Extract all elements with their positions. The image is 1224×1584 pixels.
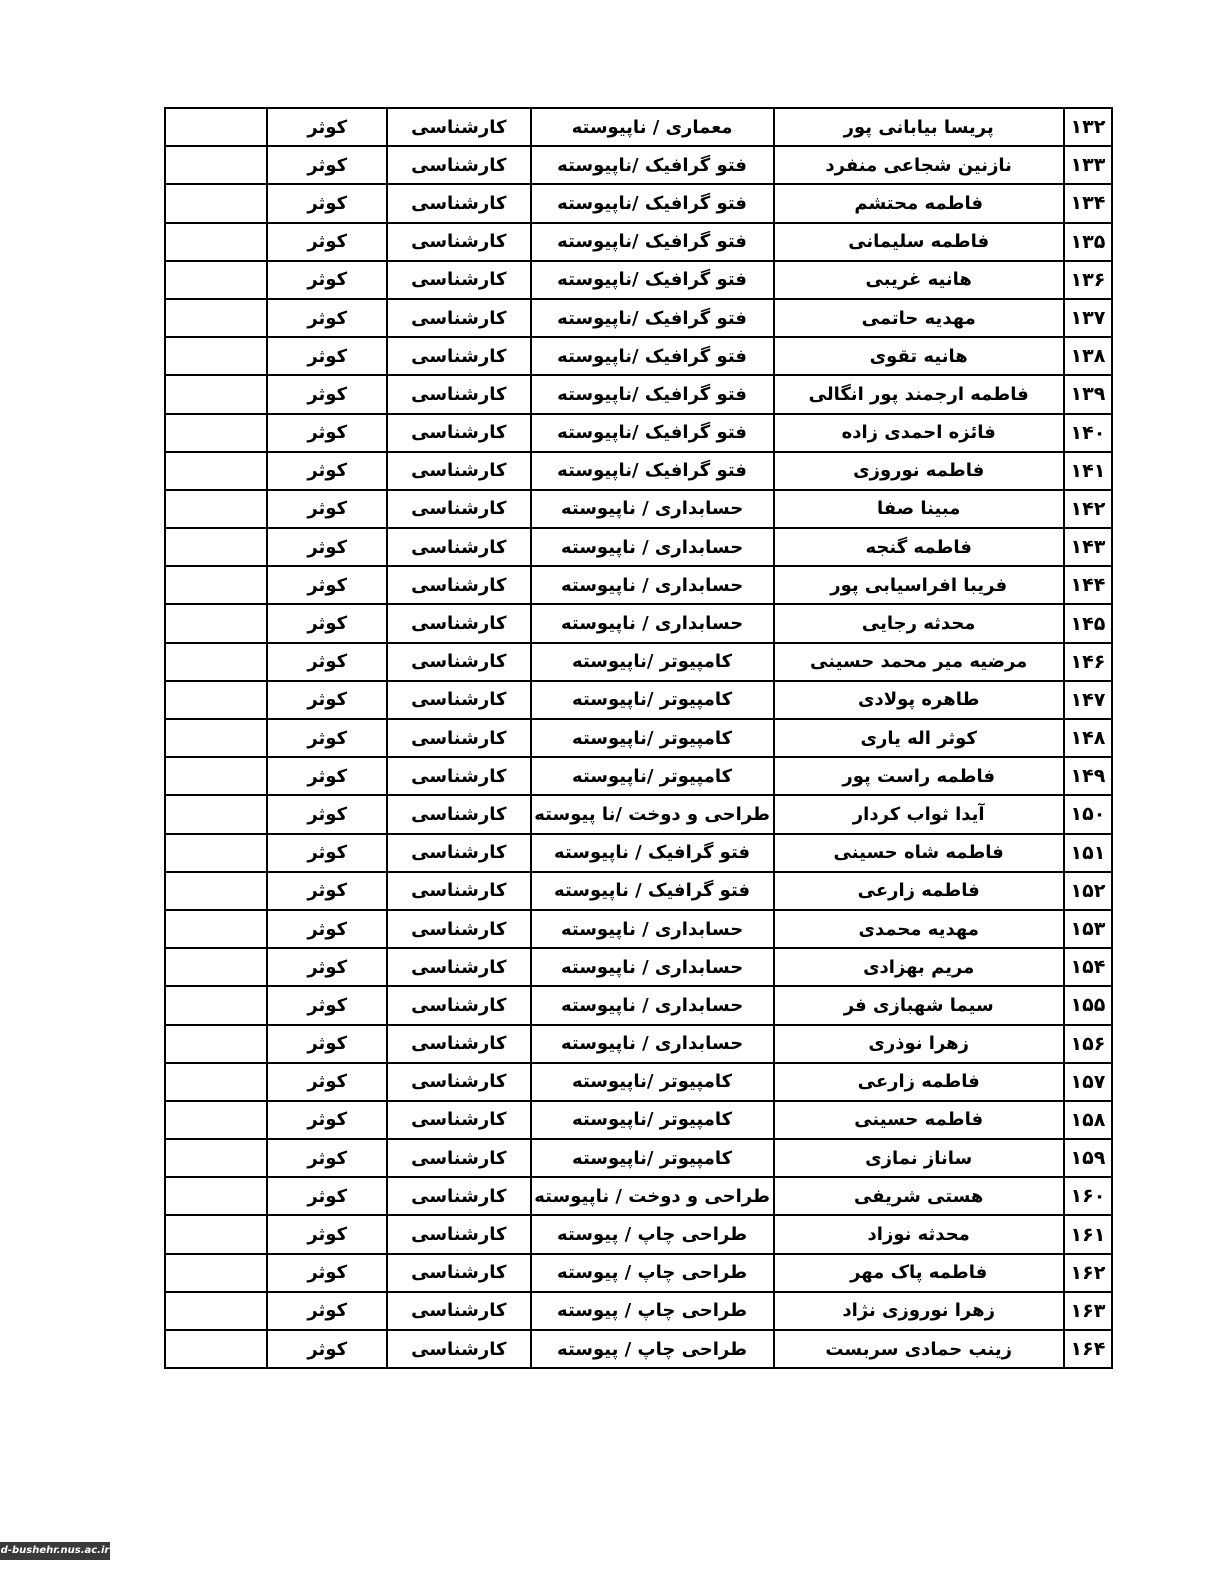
table-row: [165, 337, 1112, 375]
degree-level-cell: کارشناسی: [387, 261, 531, 299]
student-name-cell: هانیه تقوی: [774, 337, 1064, 375]
degree-level-cell: کارشناسی: [387, 528, 531, 566]
row-number-cell: ۱۴۰: [1064, 414, 1112, 452]
field-of-study-cell: معماری / ناپیوسته: [531, 108, 774, 146]
row-number-cell: ۱۳۷: [1064, 299, 1112, 337]
table-row: [165, 604, 1112, 642]
degree-level-cell: کارشناسی: [387, 146, 531, 184]
notes-cell: [165, 184, 267, 222]
table-row: [165, 184, 1112, 222]
table-row: [165, 757, 1112, 795]
student-name-cell: فاطمه محتشم: [774, 184, 1064, 222]
notes-cell: [165, 1101, 267, 1139]
campus-cell: کوثر: [267, 986, 387, 1024]
table-row: [165, 1063, 1112, 1101]
student-list-table: [164, 107, 1113, 1369]
degree-level-cell: کارشناسی: [387, 910, 531, 948]
degree-level-cell: کارشناسی: [387, 375, 531, 413]
notes-cell: [165, 375, 267, 413]
field-of-study-cell: فتو گرافیک /ناپیوسته: [531, 299, 774, 337]
degree-level-cell: کارشناسی: [387, 681, 531, 719]
field-of-study-cell: فتو گرافیک / ناپیوسته: [531, 872, 774, 910]
campus-cell: کوثر: [267, 1025, 387, 1063]
campus-cell: کوثر: [267, 643, 387, 681]
row-number-cell: ۱۳۲: [1064, 108, 1112, 146]
notes-cell: [165, 108, 267, 146]
notes-cell: [165, 299, 267, 337]
degree-level-cell: کارشناسی: [387, 643, 531, 681]
degree-level-cell: کارشناسی: [387, 604, 531, 642]
row-number-cell: ۱۴۳: [1064, 528, 1112, 566]
notes-cell: [165, 452, 267, 490]
table-row: [165, 108, 1112, 146]
field-of-study-cell: حسابداری / ناپیوسته: [531, 566, 774, 604]
degree-level-cell: کارشناسی: [387, 452, 531, 490]
degree-level-cell: کارشناسی: [387, 1254, 531, 1292]
campus-cell: کوثر: [267, 184, 387, 222]
campus-cell: کوثر: [267, 1292, 387, 1330]
degree-level-cell: کارشناسی: [387, 719, 531, 757]
row-number-cell: ۱۶۴: [1064, 1330, 1112, 1368]
student-name-cell: هستی شریفی: [774, 1177, 1064, 1215]
table-row: [165, 795, 1112, 833]
campus-cell: کوثر: [267, 834, 387, 872]
campus-cell: کوثر: [267, 1254, 387, 1292]
field-of-study-cell: کامپیوتر /ناپیوسته: [531, 719, 774, 757]
student-name-cell: طاهره پولادی: [774, 681, 1064, 719]
field-of-study-cell: فتو گرافیک /ناپیوسته: [531, 184, 774, 222]
table-row: [165, 1101, 1112, 1139]
table-row: [165, 490, 1112, 528]
student-name-cell: فاطمه ارجمند پور انگالی: [774, 375, 1064, 413]
notes-cell: [165, 490, 267, 528]
campus-cell: کوثر: [267, 337, 387, 375]
student-name-cell: فاطمه شاه حسینی: [774, 834, 1064, 872]
row-number-cell: ۱۵۸: [1064, 1101, 1112, 1139]
row-number-cell: ۱۴۸: [1064, 719, 1112, 757]
field-of-study-cell: فتو گرافیک /ناپیوسته: [531, 375, 774, 413]
student-name-cell: فاطمه سلیمانی: [774, 223, 1064, 261]
campus-cell: کوثر: [267, 604, 387, 642]
notes-cell: [165, 757, 267, 795]
table-row: [165, 1254, 1112, 1292]
row-number-cell: ۱۶۰: [1064, 1177, 1112, 1215]
student-name-cell: فاطمه گنجه: [774, 528, 1064, 566]
field-of-study-cell: حسابداری / ناپیوسته: [531, 986, 774, 1024]
campus-cell: کوثر: [267, 795, 387, 833]
field-of-study-cell: کامپیوتر /ناپیوسته: [531, 1101, 774, 1139]
campus-cell: کوثر: [267, 528, 387, 566]
field-of-study-cell: حسابداری / ناپیوسته: [531, 604, 774, 642]
student-name-cell: فاطمه پاک مهر: [774, 1254, 1064, 1292]
row-number-cell: ۱۴۶: [1064, 643, 1112, 681]
row-number-cell: ۱۴۲: [1064, 490, 1112, 528]
row-number-cell: ۱۳۵: [1064, 223, 1112, 261]
degree-level-cell: کارشناسی: [387, 757, 531, 795]
field-of-study-cell: فتو گرافیک /ناپیوسته: [531, 452, 774, 490]
notes-cell: [165, 1330, 267, 1368]
table-row: [165, 1139, 1112, 1177]
student-name-cell: محدثه رجایی: [774, 604, 1064, 642]
notes-cell: [165, 872, 267, 910]
notes-cell: [165, 1063, 267, 1101]
student-name-cell: زینب حمادی سربست: [774, 1330, 1064, 1368]
student-name-cell: نازنین شجاعی منفرد: [774, 146, 1064, 184]
notes-cell: [165, 528, 267, 566]
degree-level-cell: کارشناسی: [387, 299, 531, 337]
degree-level-cell: کارشناسی: [387, 566, 531, 604]
table-row: [165, 681, 1112, 719]
field-of-study-cell: طراحی چاپ / پیوسته: [531, 1292, 774, 1330]
notes-cell: [165, 1215, 267, 1253]
row-number-cell: ۱۵۶: [1064, 1025, 1112, 1063]
table-row: [165, 452, 1112, 490]
field-of-study-cell: فتو گرافیک / ناپیوسته: [531, 834, 774, 872]
campus-cell: کوثر: [267, 681, 387, 719]
campus-cell: کوثر: [267, 566, 387, 604]
row-number-cell: ۱۴۷: [1064, 681, 1112, 719]
student-name-cell: فاطمه زارعی: [774, 1063, 1064, 1101]
degree-level-cell: کارشناسی: [387, 1139, 531, 1177]
field-of-study-cell: کامپیوتر /ناپیوسته: [531, 1139, 774, 1177]
notes-cell: [165, 681, 267, 719]
row-number-cell: ۱۳۴: [1064, 184, 1112, 222]
campus-cell: کوثر: [267, 299, 387, 337]
degree-level-cell: کارشناسی: [387, 337, 531, 375]
row-number-cell: ۱۵۰: [1064, 795, 1112, 833]
degree-level-cell: کارشناسی: [387, 223, 531, 261]
notes-cell: [165, 146, 267, 184]
table-row: [165, 223, 1112, 261]
student-name-cell: مهدیه محمدی: [774, 910, 1064, 948]
row-number-cell: ۱۴۱: [1064, 452, 1112, 490]
field-of-study-cell: کامپیوتر /ناپیوسته: [531, 757, 774, 795]
notes-cell: [165, 414, 267, 452]
field-of-study-cell: طراحی چاپ / پیوسته: [531, 1215, 774, 1253]
notes-cell: [165, 986, 267, 1024]
campus-cell: کوثر: [267, 490, 387, 528]
field-of-study-cell: فتو گرافیک /ناپیوسته: [531, 146, 774, 184]
row-number-cell: ۱۳۳: [1064, 146, 1112, 184]
campus-cell: کوثر: [267, 261, 387, 299]
campus-cell: کوثر: [267, 1101, 387, 1139]
notes-cell: [165, 910, 267, 948]
degree-level-cell: کارشناسی: [387, 1330, 531, 1368]
degree-level-cell: کارشناسی: [387, 184, 531, 222]
row-number-cell: ۱۵۷: [1064, 1063, 1112, 1101]
campus-cell: کوثر: [267, 719, 387, 757]
row-number-cell: ۱۳۹: [1064, 375, 1112, 413]
table-row: [165, 146, 1112, 184]
student-name-cell: کوثر اله یاری: [774, 719, 1064, 757]
degree-level-cell: کارشناسی: [387, 948, 531, 986]
student-name-cell: آیدا ثواب کردار: [774, 795, 1064, 833]
campus-cell: کوثر: [267, 1177, 387, 1215]
campus-cell: کوثر: [267, 452, 387, 490]
student-name-cell: فاطمه حسینی: [774, 1101, 1064, 1139]
table-row: [165, 1292, 1112, 1330]
degree-level-cell: کارشناسی: [387, 1177, 531, 1215]
table-row: [165, 566, 1112, 604]
table-body: [165, 108, 1112, 1368]
degree-level-cell: کارشناسی: [387, 1063, 531, 1101]
degree-level-cell: کارشناسی: [387, 834, 531, 872]
student-name-cell: فاطمه زارعی: [774, 872, 1064, 910]
student-name-cell: فاطمه نوروزی: [774, 452, 1064, 490]
campus-cell: کوثر: [267, 1063, 387, 1101]
campus-cell: کوثر: [267, 223, 387, 261]
notes-cell: [165, 834, 267, 872]
notes-cell: [165, 1292, 267, 1330]
table-row: [165, 528, 1112, 566]
field-of-study-cell: طراحی و دوخت /نا پیوسته: [531, 795, 774, 833]
row-number-cell: ۱۴۹: [1064, 757, 1112, 795]
student-name-cell: پریسا بیابانی پور: [774, 108, 1064, 146]
row-number-cell: ۱۳۸: [1064, 337, 1112, 375]
field-of-study-cell: کامپیوتر /ناپیوسته: [531, 1063, 774, 1101]
table-row: [165, 414, 1112, 452]
site-watermark-logo: [0, 1542, 110, 1560]
campus-cell: کوثر: [267, 375, 387, 413]
degree-level-cell: کارشناسی: [387, 414, 531, 452]
field-of-study-cell: کامپیوتر /ناپیوسته: [531, 681, 774, 719]
table-row: [165, 375, 1112, 413]
degree-level-cell: کارشناسی: [387, 108, 531, 146]
row-number-cell: ۱۵۳: [1064, 910, 1112, 948]
notes-cell: [165, 261, 267, 299]
table-row: [165, 986, 1112, 1024]
campus-cell: کوثر: [267, 910, 387, 948]
table-row: [165, 910, 1112, 948]
student-name-cell: زهرا نوذری: [774, 1025, 1064, 1063]
campus-cell: کوثر: [267, 948, 387, 986]
field-of-study-cell: فتو گرافیک /ناپیوسته: [531, 414, 774, 452]
degree-level-cell: کارشناسی: [387, 1215, 531, 1253]
degree-level-cell: کارشناسی: [387, 490, 531, 528]
field-of-study-cell: طراحی و دوخت / ناپیوسته: [531, 1177, 774, 1215]
site-watermark-text: d-bushehr.nus.ac.ir: [0, 1545, 110, 1556]
notes-cell: [165, 566, 267, 604]
notes-cell: [165, 643, 267, 681]
campus-cell: کوثر: [267, 146, 387, 184]
student-name-cell: فریبا افراسیابی پور: [774, 566, 1064, 604]
field-of-study-cell: فتو گرافیک /ناپیوسته: [531, 223, 774, 261]
notes-cell: [165, 1025, 267, 1063]
row-number-cell: ۱۴۴: [1064, 566, 1112, 604]
table-row: [165, 261, 1112, 299]
student-name-cell: مریم بهزادی: [774, 948, 1064, 986]
notes-cell: [165, 948, 267, 986]
table-row: [165, 948, 1112, 986]
field-of-study-cell: فتو گرافیک /ناپیوسته: [531, 337, 774, 375]
degree-level-cell: کارشناسی: [387, 872, 531, 910]
degree-level-cell: کارشناسی: [387, 1101, 531, 1139]
field-of-study-cell: کامپیوتر /ناپیوسته: [531, 643, 774, 681]
table-row: [165, 1025, 1112, 1063]
row-number-cell: ۱۶۲: [1064, 1254, 1112, 1292]
campus-cell: کوثر: [267, 872, 387, 910]
table-row: [165, 1330, 1112, 1368]
campus-cell: کوثر: [267, 108, 387, 146]
field-of-study-cell: حسابداری / ناپیوسته: [531, 490, 774, 528]
table-row: [165, 872, 1112, 910]
degree-level-cell: کارشناسی: [387, 986, 531, 1024]
field-of-study-cell: فتو گرافیک /ناپیوسته: [531, 261, 774, 299]
notes-cell: [165, 1177, 267, 1215]
row-number-cell: ۱۵۹: [1064, 1139, 1112, 1177]
field-of-study-cell: حسابداری / ناپیوسته: [531, 1025, 774, 1063]
student-name-cell: زهرا نوروزی نژاد: [774, 1292, 1064, 1330]
campus-cell: کوثر: [267, 1215, 387, 1253]
campus-cell: کوثر: [267, 1139, 387, 1177]
field-of-study-cell: حسابداری / ناپیوسته: [531, 948, 774, 986]
table-row: [165, 643, 1112, 681]
notes-cell: [165, 604, 267, 642]
degree-level-cell: کارشناسی: [387, 795, 531, 833]
table-row: [165, 1177, 1112, 1215]
degree-level-cell: کارشناسی: [387, 1025, 531, 1063]
student-name-cell: سیما شهبازی فر: [774, 986, 1064, 1024]
campus-cell: کوثر: [267, 757, 387, 795]
notes-cell: [165, 795, 267, 833]
student-name-cell: مهدیه حاتمی: [774, 299, 1064, 337]
notes-cell: [165, 223, 267, 261]
table-row: [165, 299, 1112, 337]
field-of-study-cell: حسابداری / ناپیوسته: [531, 528, 774, 566]
notes-cell: [165, 719, 267, 757]
table-row: [165, 719, 1112, 757]
notes-cell: [165, 337, 267, 375]
student-name-cell: هانیه غریبی: [774, 261, 1064, 299]
degree-level-cell: کارشناسی: [387, 1292, 531, 1330]
notes-cell: [165, 1254, 267, 1292]
row-number-cell: ۱۳۶: [1064, 261, 1112, 299]
field-of-study-cell: طراحی چاپ / پیوسته: [531, 1254, 774, 1292]
row-number-cell: ۱۶۱: [1064, 1215, 1112, 1253]
notes-cell: [165, 1139, 267, 1177]
field-of-study-cell: حسابداری / ناپیوسته: [531, 910, 774, 948]
campus-cell: کوثر: [267, 1330, 387, 1368]
row-number-cell: ۱۵۲: [1064, 872, 1112, 910]
student-name-cell: فاطمه راست پور: [774, 757, 1064, 795]
table-row: [165, 1215, 1112, 1253]
row-number-cell: ۱۵۴: [1064, 948, 1112, 986]
student-name-cell: محدثه نوزاد: [774, 1215, 1064, 1253]
row-number-cell: ۱۵۱: [1064, 834, 1112, 872]
student-name-cell: مرضیه میر محمد حسینی: [774, 643, 1064, 681]
student-name-cell: فائزه احمدی زاده: [774, 414, 1064, 452]
campus-cell: کوثر: [267, 414, 387, 452]
field-of-study-cell: طراحی چاپ / پیوسته: [531, 1330, 774, 1368]
row-number-cell: ۱۵۵: [1064, 986, 1112, 1024]
row-number-cell: ۱۶۳: [1064, 1292, 1112, 1330]
student-name-cell: مبینا صفا: [774, 490, 1064, 528]
student-name-cell: ساناز نمازی: [774, 1139, 1064, 1177]
table-row: [165, 834, 1112, 872]
row-number-cell: ۱۴۵: [1064, 604, 1112, 642]
